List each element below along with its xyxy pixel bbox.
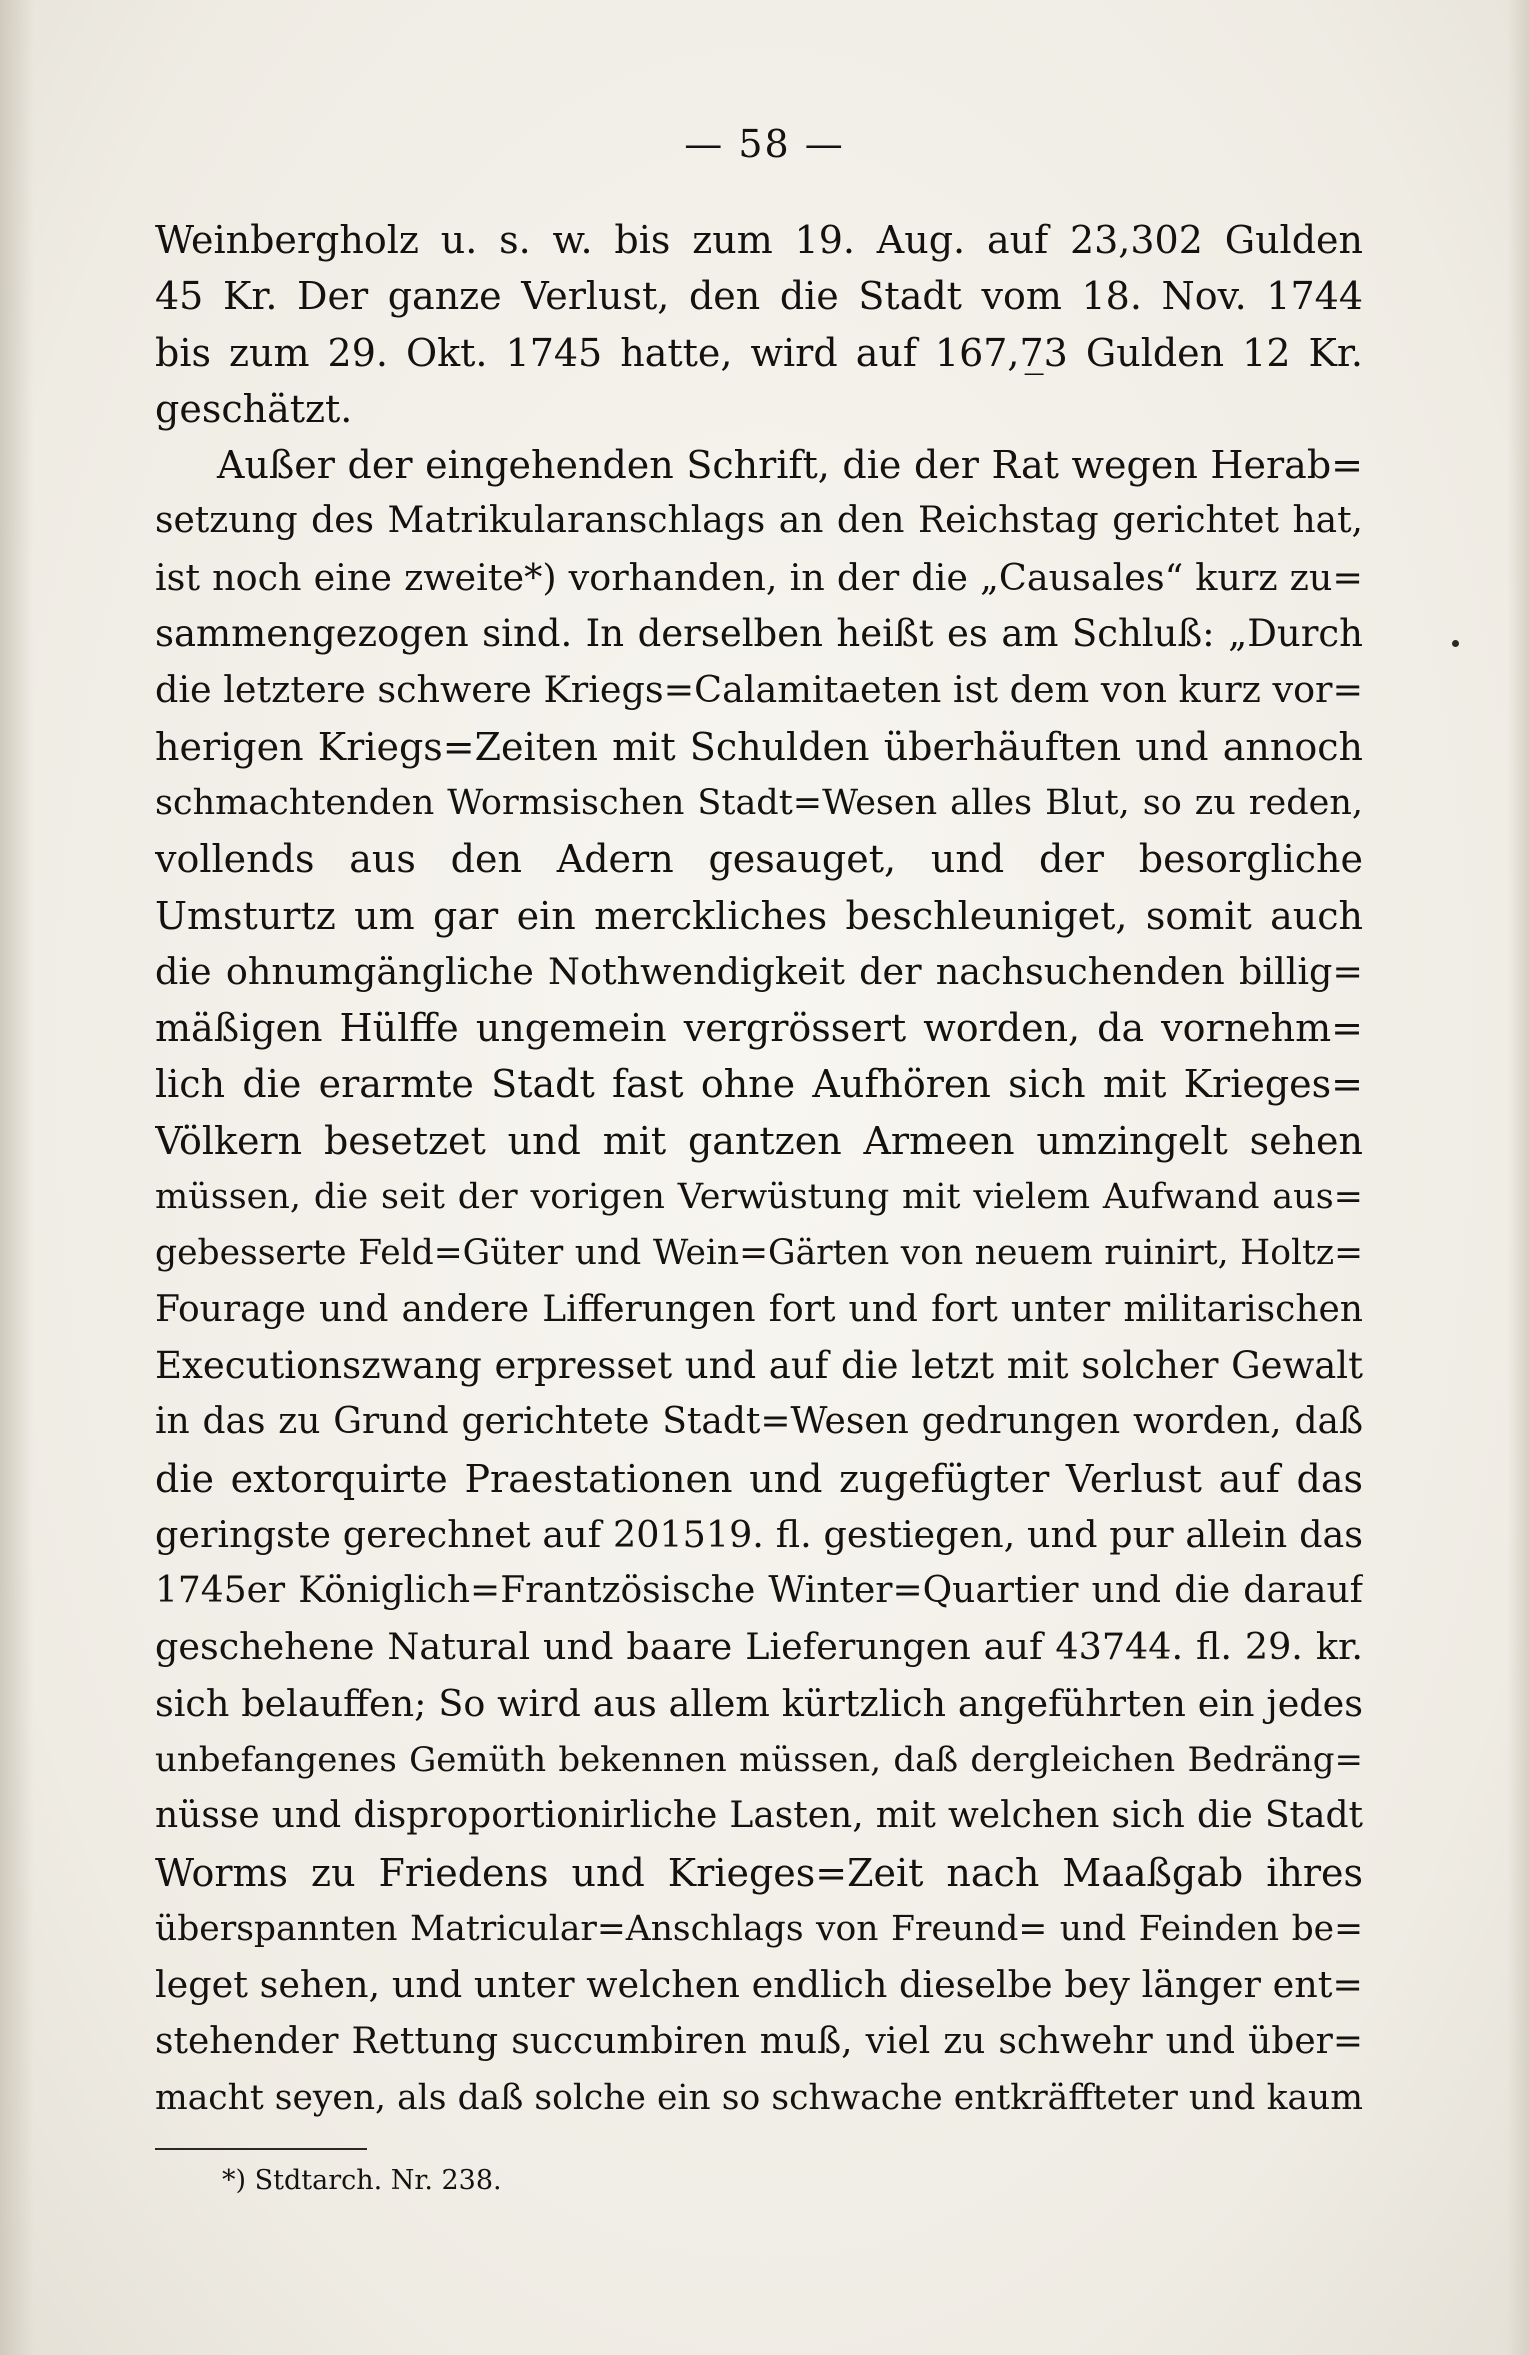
text-line: unbefangenes Gemüth bekennen müssen, daß dergleichen Bedräng= [155, 1740, 1363, 1781]
text-line: Umsturtz um gar ein merckliches beschleuniget, somit auch [155, 893, 1363, 938]
text-line: bis zum 29. Okt. 1745 hatte, wird auf 167,7̲3 Gulden 12 Kr. [155, 330, 1363, 375]
text-line: nüsse und disproportionirliche Lasten, mit welchen sich die Stadt [155, 1795, 1363, 1837]
body-text [155, 212, 1363, 2126]
text-line: in das zu Grund gerichtete Stadt=Wesen gedrungen worden, daß [155, 1401, 1363, 1443]
page-edge-shadow-left [0, 0, 34, 2355]
text-line: lich die erarmte Stadt fast ohne Aufhören sich mit Krieges= [155, 1062, 1363, 1107]
text-line: geschätzt. [155, 386, 353, 431]
text-line: die ohnumgängliche Nothwendigkeit der nachsuchenden billig= [155, 949, 1363, 993]
text-line: geringste gerechnet auf 201519. fl. gestiegen, und pur allein das [155, 1512, 1363, 1556]
text-line: Weinbergholz u. s. w. bis zum 19. Aug. auf 23,302 Gulden [155, 218, 1363, 262]
text-line: 1745er Königlich=Frantzösische Winter=Quartier und die darauf [155, 1570, 1363, 1612]
text-line: ist noch eine zweite*) vorhanden, in der die „Causales“ kurz zu= [155, 555, 1363, 599]
paragraph-start-line: Außer der eingehenden Schrift, die der Rat wegen Herab= [217, 443, 1363, 488]
text-line: setzung des Matrikularanschlags an den Reichstag gerichtet hat, [155, 500, 1363, 542]
footnote: *) Stdtarch. Nr. 238. [222, 2165, 502, 2196]
footnote-divider [155, 2148, 367, 2150]
text-line: mäßigen Hülffe ungemein vergrössert worden, da vornehm= [155, 1006, 1363, 1051]
text-line: die extorquirte Praestationen und zugefügter Verlust auf das [155, 1456, 1363, 1501]
text-line: Worms zu Friedens und Krieges=Zeit nach Maaßgab ihres [155, 1850, 1363, 1895]
text-line: 45 Kr. Der ganze Verlust, den die Stadt vom 18. Nov. 1744 [155, 274, 1363, 319]
text-line: überspannten Matricular=Anschlags von Freund= und Feinden be= [155, 1908, 1363, 1949]
text-line: sammengezogen sind. In derselben heißt es am Schluß: „Durch [155, 612, 1363, 656]
ink-speck [1452, 640, 1459, 647]
text-line: schmachtenden Wormsischen Stadt=Wesen alles Blut, so zu reden, [155, 782, 1363, 823]
text-line: sich belauffen; So wird aus allem kürtzlich angeführten ein jedes [155, 1681, 1363, 1725]
text-line: macht seyen, als daß solche ein so schwache entkräffteter und kaum [155, 2077, 1363, 2118]
text-line: herigen Kriegs=Zeiten mit Schulden überhäuften und annoch [155, 724, 1363, 769]
page-edge-shadow-right [1507, 0, 1529, 2355]
text-line: Executionszwang erpresset und auf die letzt mit solcher Gewalt [155, 1343, 1363, 1387]
text-line: Fourage und andere Lifferungen fort und fort unter militarischen [155, 1288, 1363, 1330]
text-line: vollends aus den Adern gesauget, und der besorgliche [155, 837, 1363, 882]
text-line: Völkern besetzet und mit gantzen Armeen umzingelt sehen [155, 1118, 1363, 1163]
page-number: — 58 — [684, 122, 845, 166]
text-line: müssen, die seit der vorigen Verwüstung mit vielem Aufwand aus= [155, 1177, 1363, 1218]
text-line: die letztere schwere Kriegs=Calamitaeten ist dem von kurz vor= [155, 668, 1363, 712]
text-line: leget sehen, und unter welchen endlich dieselbe bey länger ent= [155, 1963, 1363, 2007]
text-line: gebesserte Feld=Güter und Wein=Gärten von neuem ruinirt, Holtz= [155, 1233, 1363, 1274]
text-line: geschehene Natural und baare Lieferungen auf 43744. fl. 29. kr. [155, 1625, 1363, 1669]
text-line: stehender Rettung succumbiren muß, viel zu schwehr und über= [155, 2020, 1363, 2062]
